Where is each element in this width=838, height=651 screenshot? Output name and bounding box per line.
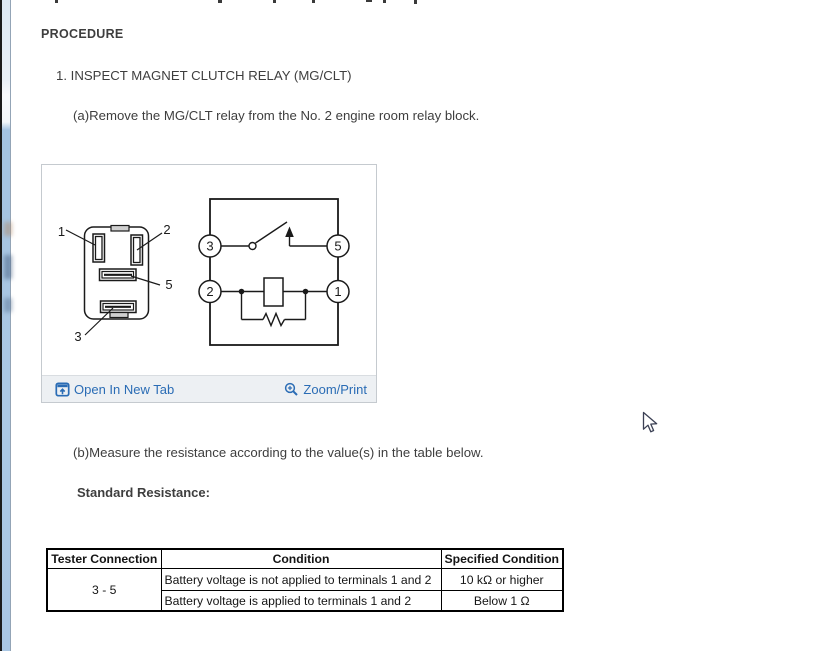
relay-diagram-image[interactable]	[42, 165, 376, 375]
connector-pin-3-label: 3	[74, 329, 82, 344]
text-remnant	[218, 0, 222, 3]
substep-b-text: Measure the resistance according to the value(s) in the table below.	[89, 445, 484, 460]
substep-a-text: Remove the MG/CLT relay from the No. 2 engine room relay block.	[89, 108, 480, 123]
relay-connector-drawing	[66, 226, 162, 336]
procedure-heading: PROCEDURE	[41, 27, 124, 41]
text-remnant	[383, 0, 386, 3]
step-title-text: INSPECT MAGNET CLUTCH RELAY (MG/CLT)	[70, 68, 352, 83]
step-1-title	[56, 68, 352, 83]
relay-schematic-drawing	[199, 199, 349, 345]
relay-diagram-svg	[42, 165, 376, 375]
mouse-cursor	[642, 411, 659, 439]
sliver-smudge	[4, 255, 12, 279]
cursor-arrow-icon	[642, 411, 659, 434]
table-header-row	[47, 549, 563, 569]
text-remnant	[366, 0, 372, 2]
relay-figure-box	[41, 164, 377, 403]
step-number: 1.	[56, 68, 67, 83]
sliver-smudge	[4, 222, 12, 236]
standard-resistance-label: Standard Resistance:	[77, 485, 210, 500]
left-window-sliver	[0, 0, 12, 651]
figure-footer-bar	[42, 375, 376, 402]
connector-pin-1-label: 1	[57, 224, 66, 239]
cell-condition-2: Battery voltage is applied to terminals 1 and 2	[161, 591, 441, 612]
schematic-terminal-3: 3	[206, 238, 214, 254]
text-remnant	[312, 0, 315, 3]
cell-tester-connection: 3 - 5	[47, 569, 161, 612]
open-in-new-tab-icon	[55, 382, 70, 397]
header-specified-condition: Specified Condition	[441, 549, 563, 569]
sliver-background	[2, 0, 11, 651]
schematic-terminal-2: 2	[206, 284, 214, 299]
substep-a	[73, 108, 479, 123]
text-remnant	[55, 0, 58, 3]
header-condition: Condition	[161, 549, 441, 569]
schematic-terminal-5: 5	[334, 238, 342, 254]
sliver-smudge	[4, 298, 12, 312]
header-tester-connection: Tester Connection	[47, 549, 161, 569]
schematic-terminal-1: 1	[334, 284, 342, 299]
substep-b	[73, 445, 484, 460]
text-remnant	[414, 0, 417, 4]
connector-pin-2-label: 2	[163, 222, 171, 237]
text-remnant	[273, 0, 276, 3]
zoom-print-link[interactable]	[284, 382, 367, 397]
zoom-print-label: Zoom/Print	[303, 381, 367, 397]
cell-specified-1: 10 kΩ or higher	[441, 569, 563, 591]
cell-specified-2: Below 1 Ω	[441, 591, 563, 612]
substep-b-label: (b)	[73, 445, 90, 460]
open-in-new-tab-link[interactable]	[55, 382, 174, 397]
standard-resistance-table	[46, 548, 564, 612]
substep-a-label: (a)	[73, 108, 90, 123]
open-in-new-tab-label: Open In New Tab	[74, 381, 175, 397]
cell-condition-1: Battery voltage is not applied to terminals 1 and 2	[161, 569, 441, 591]
table-row	[47, 569, 563, 591]
zoom-print-icon	[284, 382, 299, 397]
connector-pin-5-label: 5	[165, 277, 173, 292]
